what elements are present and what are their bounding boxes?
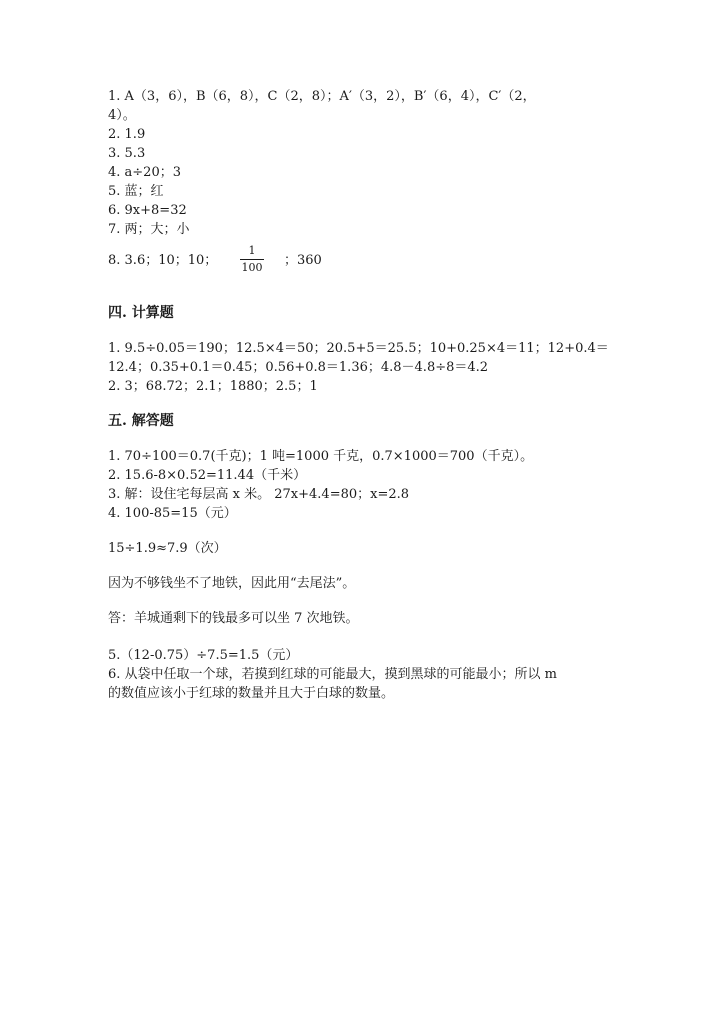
calc-answer-2: 2. 3；68.72；2.1；1880；2.5；1 <box>108 379 318 394</box>
fraction-denominator: 100 <box>241 261 263 274</box>
answer-8-after: ；360 <box>284 253 322 268</box>
answer-3: 3. 5.3 <box>108 146 146 161</box>
answer-6: 6. 9x+8=32 <box>108 203 187 218</box>
calc-answer-1: 1. 9.5÷0.05＝190；12.5×4＝50；20.5+5＝25.5；10+0.25×4＝11；12+0.4＝ <box>108 341 609 356</box>
solve-answer-4: 4. 100-85=15（元） <box>108 506 237 521</box>
solve-answer-6: 6. 从袋中任取一个球，若摸到红球的可能最大，摸到黑球的可能最小；所以 m <box>108 667 557 682</box>
answer-7: 7. 两；大；小 <box>108 222 190 237</box>
answer-1-continued: 4）。 <box>108 108 136 123</box>
section-5-title: 五. 解答题 <box>108 413 174 429</box>
solve-answer-3: 3. 解：设住宅每层高 x 米。 27x+4.4=80；x=2.8 <box>108 487 410 502</box>
solve-answer-5: 5.（12-0.75）÷7.5=1.5（元） <box>108 648 299 663</box>
fraction-numerator: 1 <box>240 244 264 260</box>
answer-8-before: 8. 3.6；10；10； <box>108 253 218 268</box>
fraction-one-hundredth <box>240 244 264 275</box>
solve-answer-4-conclusion: 答：羊城通剩下的钱最多可以坐 7 次地铁。 <box>108 611 359 626</box>
answer-1-coordinates: 1. A（3，6），B（6，8），C（2，8）；A′（3，2），B′（6，4），C′（2， <box>108 89 536 104</box>
solve-answer-4-step: 15÷1.9≈7.9（次） <box>108 541 227 556</box>
answer-2: 2. 1.9 <box>108 127 146 142</box>
calc-answer-1-continued: 12.4；0.35+0.1＝0.45；0.56+0.8＝1.36；4.8－4.8÷8＝4.2 <box>108 360 489 375</box>
solve-answer-2: 2. 15.6-8×0.52=11.44（千米） <box>108 468 307 483</box>
solve-answer-6-continued: 的数值应该小于红球的数量并且大于白球的数量。 <box>108 686 395 701</box>
solve-answer-4-reason: 因为不够钱坐不了地铁，因此用“去尾法”。 <box>108 576 356 591</box>
section-4-title: 四. 计算题 <box>108 305 174 321</box>
answer-4: 4. a÷20；3 <box>108 165 181 180</box>
answer-5: 5. 蓝；红 <box>108 184 164 199</box>
solve-answer-1: 1. 70÷100＝0.7(千克)；1 吨=1000 千克，0.7×1000＝700（千克）。 <box>108 449 534 464</box>
